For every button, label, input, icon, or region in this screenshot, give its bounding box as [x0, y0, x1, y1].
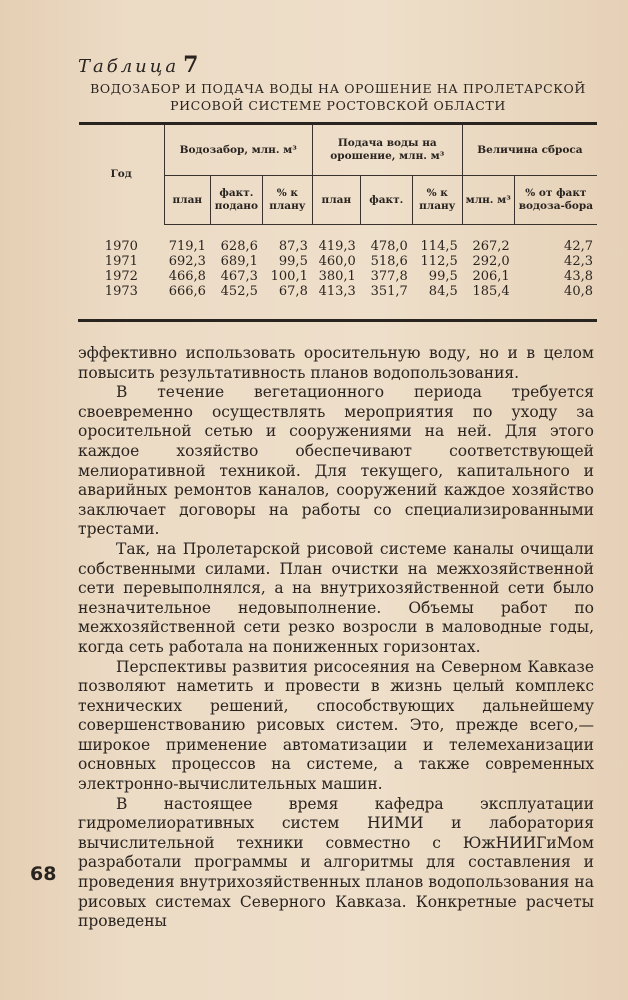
- table-row: 1970 719,1 628,6 87,3 419,3 478,0 114,5 267,2 42,7: [104, 239, 593, 254]
- header-discharge-pct: % от факт водоза-бора: [514, 176, 597, 225]
- paragraph-1: эффективно использовать оросительную воду, но и в целом повысить результативность планов водопользования.: [78, 344, 594, 382]
- paragraph-5: В настоящее время кафедра эксплуатации гидромелиоративных систем НИМИ и лаборатория вычислительной техники совместно с ЮжНИИГиМом разработали программы и алгоритмы для составления и проведения внутрихозяйственных планов водопользования на рисовых системах Северного Кавказа. Конкретные расчеты проведены: [78, 794, 594, 931]
- table-title-line-2: РИСОВОЙ СИСТЕМЕ РОСТОВСКОЙ ОБЛАСТИ: [170, 98, 506, 113]
- caption-word: Таблица: [78, 56, 180, 77]
- header-water-intake: Водозабор, млн. м³: [164, 124, 312, 176]
- caption-number: 7: [183, 52, 199, 78]
- header-plan-intake: план: [164, 176, 210, 225]
- header-plan-supply: план: [312, 176, 360, 225]
- table-title-line-1: ВОДОЗАБОР И ПОДАЧА ВОДЫ НА ОРОШЕНИЕ НА ПРОЛЕТАРСКОЙ: [90, 81, 586, 96]
- table-row: 1973 666,6 452,5 67,8 413,3 351,7 84,5 185,4 40,8: [104, 284, 593, 299]
- table-caption: [78, 52, 198, 78]
- header-pct-intake: % к плану: [262, 176, 312, 225]
- header-discharge-mln: млн. м³: [462, 176, 514, 225]
- paragraph-3: Так, на Пролетарской рисовой системе каналы очищали собственными силами. План очистки на межхозяйственной сети перевыполнялся, а на внутрихозяйственной сети было незначительное недовыполнение. Объемы работ по межхозяйственной сети резко возросли в маловодные годы, когда сеть работала на пониженных горизонтах.: [78, 539, 594, 656]
- page-number: 68: [30, 863, 57, 885]
- header-discharge: Величина сброса: [462, 124, 597, 176]
- header-water-supply: Подача воды на орошение, млн. м³: [312, 124, 462, 176]
- table-row: 1971 692,3 689,1 99,5 460,0 518,6 112,5 292,0 42,3: [104, 254, 593, 269]
- header-year: Год: [79, 124, 165, 225]
- data-table: [78, 122, 597, 322]
- table-title: [78, 80, 598, 114]
- header-fact-supply: факт.: [360, 176, 412, 225]
- paragraph-2: В течение вегетационного периода требуется своевременно осуществлять мероприятия по уходу за оросительной сетью и сооружениями на ней. Для этого каждое хозяйство обеспечивают соответствующей мелиоративной техникой. Для текущего, капитального и аварийных ремонтов каналов, сооружений каждое хозяйство заключает договоры на работы со специализированными трестами.: [78, 383, 594, 539]
- table-row: 1972 466,8 467,3 100,1 380,1 377,8 99,5 206,1 43,8: [104, 269, 593, 284]
- paragraph-4: Перспективы развития рисосеяния на Северном Кавказе позволяют наметить и провести в жизнь целый комплекс технических решений, способствующих дальнейшему совершенствованию рисовых систем. Это, прежде всего,— широкое применение автоматизации и телемеханизации основных процессов на системе, а также современных электронно-вычислительных машин.: [78, 657, 594, 794]
- body-text: [78, 344, 594, 932]
- header-fact-intake: факт. подано: [210, 176, 262, 225]
- header-pct-supply: % к плану: [412, 176, 462, 225]
